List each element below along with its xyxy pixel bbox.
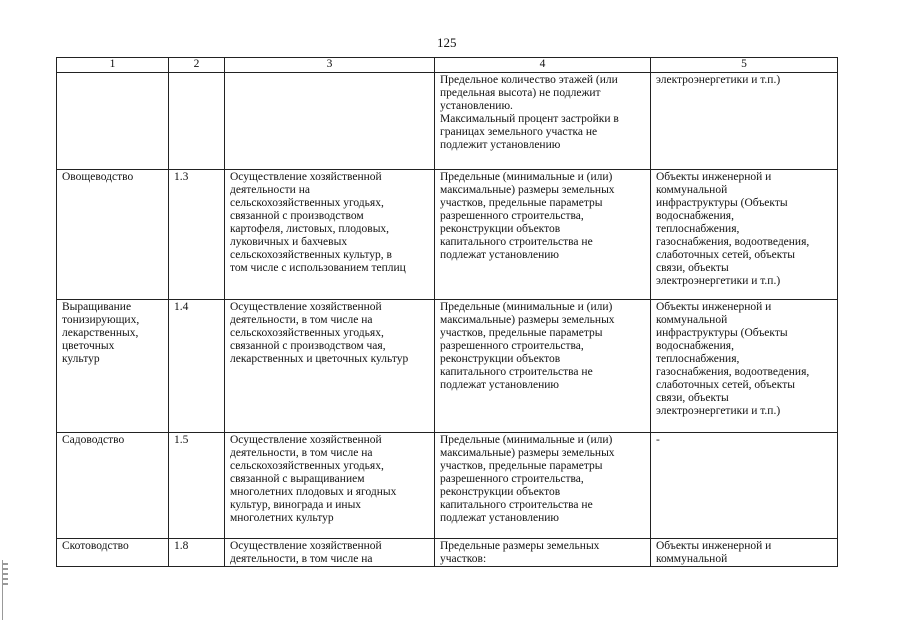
row-description-cell: Осуществление хозяйственной деятельности, в том числе на сельскохозяйственных угодьях, связанной с производством чая, лекарственных и цветочных культур	[225, 300, 435, 433]
row-parameters-cell: Предельное количество этажей (или предельная высота) не подлежит установлению. Максимальный процент застройки в границах земельного участка не подлежит установлению	[435, 73, 651, 170]
table-row	[57, 300, 838, 433]
row-objects-cell: Объекты инженерной и коммунальной инфраструктуры (Объекты водоснабжения, теплоснабжения, газоснабжения, водоотведения, слаботочных сетей, объекты связи, объекты электроэнергетики и т.п.)	[651, 170, 838, 300]
header-cell-5: 5	[651, 58, 838, 73]
row-objects-cell: Объекты инженерной и коммунальной инфраструктуры (Объекты водоснабжения, теплоснабжения, газоснабжения, водоотведения, слаботочных сетей, объекты связи, объекты электроэнергетики и т.п.)	[651, 300, 838, 433]
row-code-cell	[169, 73, 225, 170]
row-parameters-cell: Предельные (минимальные и (или) максимальные) размеры земельных участков, предельные параметры разрешенного строительства, реконструкции объектов капитального строительства не подлежат установлению	[435, 433, 651, 539]
row-name-cell: Садоводство	[57, 433, 169, 539]
row-objects-cell: -	[651, 433, 838, 539]
row-description-cell: Осуществление хозяйственной деятельности, в том числе на	[225, 539, 435, 567]
row-name-cell	[57, 73, 169, 170]
land-use-table	[56, 57, 838, 567]
row-objects-cell: электроэнергетики и т.п.)	[651, 73, 838, 170]
table-row	[57, 433, 838, 539]
page-number: 125	[437, 35, 457, 50]
table-row	[57, 539, 838, 567]
row-parameters-cell: Предельные (минимальные и (или) максимальные) размеры земельных участков, предельные параметры разрешенного строительства, реконструкции объектов капитального строительства не подлежат установлению	[435, 170, 651, 300]
row-code-cell: 1.5	[169, 433, 225, 539]
table-row	[57, 73, 838, 170]
header-cell-1: 1	[57, 58, 169, 73]
header-cell-4: 4	[435, 58, 651, 73]
row-parameters-cell: Предельные (минимальные и (или) максимальные) размеры земельных участков, предельные параметры разрешенного строительства, реконструкции объектов капитального строительства не подлежат установлению	[435, 300, 651, 433]
header-cell-2: 2	[169, 58, 225, 73]
row-objects-cell: Объекты инженерной и коммунальной	[651, 539, 838, 567]
row-name-cell: Овощеводство	[57, 170, 169, 300]
header-cell-3: 3	[225, 58, 435, 73]
row-code-cell: 1.4	[169, 300, 225, 433]
row-description-cell: Осуществление хозяйственной деятельности, в том числе на сельскохозяйственных угодьях, связанной с выращиванием многолетних плодовых и ягодных культур, винограда и иных многолетних культур	[225, 433, 435, 539]
scan-edge-mark	[2, 560, 9, 620]
row-code-cell: 1.3	[169, 170, 225, 300]
table-row	[57, 170, 838, 300]
row-description-cell: Осуществление хозяйственной деятельности на сельскохозяйственных угодьях, связанной с производством картофеля, листовых, плодовых, луковичных и бахчевых сельскохозяйственных культур, в том числе с использованием теплиц	[225, 170, 435, 300]
row-name-cell: Выращивание тонизирующих, лекарственных, цветочных культур	[57, 300, 169, 433]
table-header-row	[57, 58, 838, 73]
row-name-cell: Скотоводство	[57, 539, 169, 567]
row-parameters-cell: Предельные размеры земельных участков:	[435, 539, 651, 567]
row-code-cell: 1.8	[169, 539, 225, 567]
row-description-cell	[225, 73, 435, 170]
